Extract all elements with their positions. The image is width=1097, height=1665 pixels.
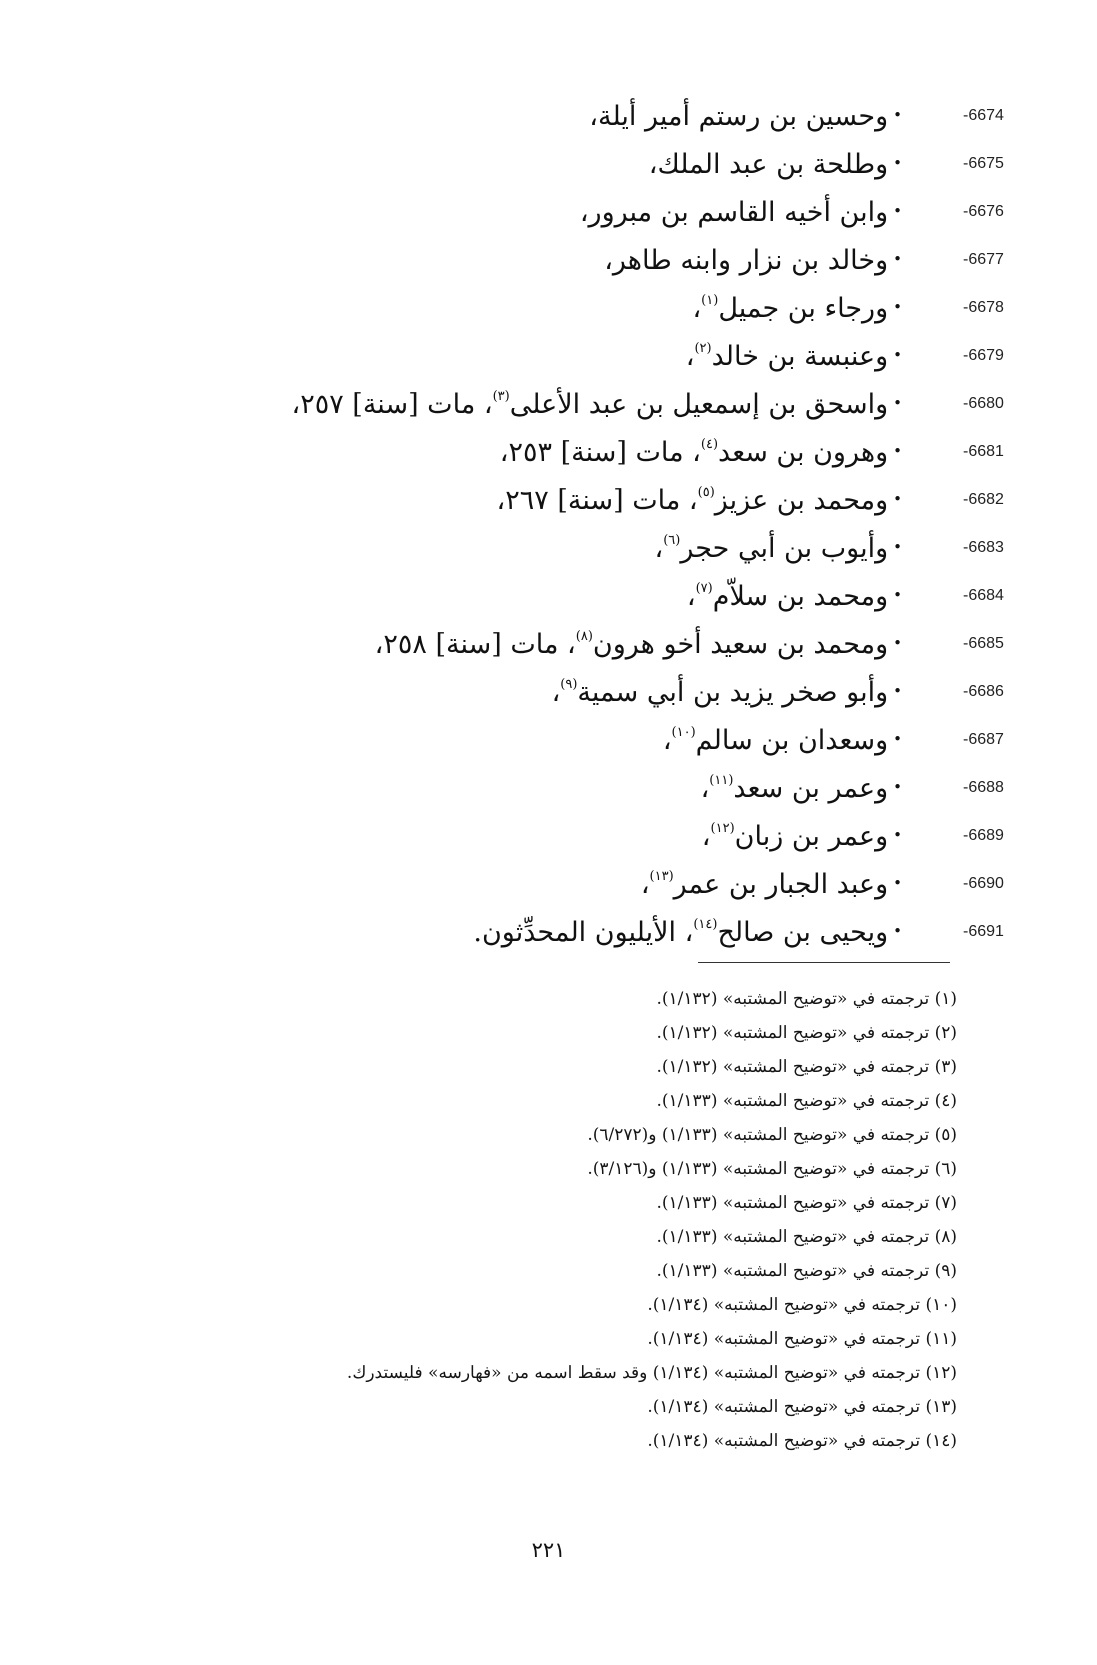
footnote-reference: (١١) (709, 773, 734, 788)
bullet-icon: • (893, 730, 902, 748)
entry-text-segment: ، مات [سنة] ٢٥٨، (374, 629, 576, 660)
entry-text (604, 237, 902, 283)
entry-row (0, 573, 1097, 621)
entry-text (291, 381, 902, 427)
entry-number: -6686 (963, 683, 1004, 700)
entry-number: -6681 (963, 443, 1004, 460)
footnote-reference: (١٤) (693, 917, 718, 932)
entry-row (0, 333, 1097, 381)
entry-text (686, 333, 902, 379)
entry-text-segment: ورجاء بن جميل (718, 293, 889, 324)
entry-number: -6690 (963, 875, 1004, 892)
entry-number: -6676 (963, 203, 1004, 220)
entry-text (552, 669, 902, 715)
entry-row (0, 525, 1097, 573)
entry-text-segment: وأيوب بن أبي حجر (680, 533, 889, 564)
footnote: (٩) ترجمته في «توضيح المشتبه» (١/١٣٣). (656, 1261, 957, 1281)
entry-text (375, 621, 902, 667)
footnote: (٢) ترجمته في «توضيح المشتبه» (١/١٣٢). (656, 1023, 957, 1043)
footnote-reference: (٧) (695, 581, 713, 596)
entry-text-segment: وعمر بن زبان (734, 821, 889, 852)
footnote-reference: (٦) (663, 533, 681, 548)
entry-text-segment: وعمر بن سعد (733, 773, 889, 804)
footnote-reference: (١٣) (649, 869, 674, 884)
entry-list (0, 93, 1097, 957)
entry-text-segment: وحسين بن رستم أمير أيلة، (589, 101, 889, 132)
entry-number: -6682 (963, 491, 1004, 508)
bullet-icon: • (893, 682, 902, 700)
footnote: (١٤) ترجمته في «توضيح المشتبه» (١/١٣٤). (647, 1431, 957, 1451)
footnote: (١٢) ترجمته في «توضيح المشتبه» (١/١٣٤) وقد سقط اسمه من «فهارسه» فليستدرك. (346, 1363, 957, 1383)
footnote-reference: (٣) (492, 389, 510, 404)
entry-number: -6684 (963, 587, 1004, 604)
bullet-icon: • (893, 250, 902, 268)
bullet-icon: • (893, 922, 902, 940)
footnote: (٨) ترجمته في «توضيح المشتبه» (١/١٣٣). (656, 1227, 957, 1247)
entry-text (641, 861, 902, 907)
entry-text (663, 717, 902, 763)
entry-text-segment: واسحق بن إسمعيل بن عبد الأعلى (509, 389, 889, 420)
entry-row (0, 861, 1097, 909)
bullet-icon: • (893, 202, 902, 220)
entry-text (589, 93, 902, 139)
bullet-icon: • (893, 298, 902, 316)
bullet-icon: • (893, 490, 902, 508)
entry-text (692, 285, 902, 331)
entry-text-segment: ، مات [سنة] ٢٥٧، (291, 389, 493, 420)
entry-text (702, 813, 902, 859)
entry-row (0, 141, 1097, 189)
entry-text-segment: وعبد الجبار بن عمر (673, 869, 889, 900)
footnote: (١٠) ترجمته في «توضيح المشتبه» (١/١٣٤). (647, 1295, 957, 1315)
entry-number: -6683 (963, 539, 1004, 556)
entry-text-segment: ، (685, 341, 695, 372)
entry-text-segment: ، (692, 293, 702, 324)
entry-text-segment: ، مات [سنة] ٢٥٣، (499, 437, 701, 468)
entry-text (580, 189, 902, 235)
bullet-icon: • (893, 826, 902, 844)
entry-row (0, 285, 1097, 333)
bullet-icon: • (893, 874, 902, 892)
bullet-icon: • (893, 586, 902, 604)
footnote-separator (698, 962, 950, 963)
footnote-list (0, 982, 1097, 1458)
footnote-reference: (١٢) (710, 821, 735, 836)
entry-text (655, 525, 903, 571)
entry-text-segment: ، (700, 773, 710, 804)
entry-text (687, 573, 902, 619)
entry-text-segment: ، (701, 821, 711, 852)
entry-number: -6679 (963, 347, 1004, 364)
entry-row (0, 717, 1097, 765)
entry-text (497, 477, 903, 523)
entry-text (649, 141, 902, 187)
bullet-icon: • (893, 106, 902, 124)
entry-row (0, 381, 1097, 429)
entry-text-segment: وسعدان بن سالم (695, 725, 889, 756)
entry-number: -6678 (963, 299, 1004, 316)
entry-text (701, 765, 902, 811)
entry-text-segment: ، مات [سنة] ٢٦٧، (496, 485, 698, 516)
entry-text-segment: وابن أخيه القاسم بن مبرور، (579, 197, 889, 228)
entry-text-segment: وأبو صخر يزيد بن أبي سمية (577, 677, 889, 708)
entry-text-segment: ، (640, 869, 650, 900)
footnote: (٦) ترجمته في «توضيح المشتبه» (١/١٣٣) و(٣/١٢٦). (587, 1159, 957, 1179)
entry-text-segment: ومحمد بن عزيز (714, 485, 889, 516)
footnote: (٤) ترجمته في «توضيح المشتبه» (١/١٣٣). (656, 1091, 957, 1111)
footnote-reference: (٨) (575, 629, 593, 644)
entry-row (0, 189, 1097, 237)
entry-row (0, 477, 1097, 525)
entry-text-segment: وطلحة بن عبد الملك، (648, 149, 889, 180)
page-number: ٢٢١ (531, 1538, 566, 1562)
footnote-reference: (٢) (694, 341, 712, 356)
footnote: (١٣) ترجمته في «توضيح المشتبه» (١/١٣٤). (647, 1397, 957, 1417)
entry-text-segment: ويحيى بن صالح (717, 917, 889, 948)
footnote-reference: (١) (701, 293, 719, 308)
entry-row (0, 813, 1097, 861)
footnote: (٥) ترجمته في «توضيح المشتبه» (١/١٣٣) و(٦/٢٧٢). (587, 1125, 957, 1145)
entry-row (0, 429, 1097, 477)
footnote-reference: (١٠) (671, 725, 696, 740)
bullet-icon: • (893, 394, 902, 412)
entry-row (0, 765, 1097, 813)
entry-text-segment: ، (662, 725, 672, 756)
entry-row (0, 909, 1097, 957)
footnote: (٧) ترجمته في «توضيح المشتبه» (١/١٣٣). (656, 1193, 957, 1213)
entry-number: -6675 (963, 155, 1004, 172)
bullet-icon: • (893, 634, 902, 652)
entry-number: -6689 (963, 827, 1004, 844)
bullet-icon: • (893, 538, 902, 556)
entry-row (0, 669, 1097, 717)
entry-number: -6688 (963, 779, 1004, 796)
bullet-icon: • (893, 778, 902, 796)
entry-row (0, 237, 1097, 285)
entry-text-segment: ، (654, 533, 664, 564)
entry-text (500, 429, 902, 475)
entry-text-segment: ، (551, 677, 561, 708)
entry-text-segment: ومحمد بن سعيد أخو هرون (592, 629, 889, 660)
entry-text-segment: ، (686, 581, 696, 612)
entry-number: -6674 (963, 107, 1004, 124)
entry-text (473, 909, 902, 955)
bullet-icon: • (893, 346, 902, 364)
bullet-icon: • (893, 154, 902, 172)
entry-text-segment: وعنبسة بن خالد (711, 341, 889, 372)
footnote: (١١) ترجمته في «توضيح المشتبه» (١/١٣٤). (647, 1329, 957, 1349)
entry-text-segment: ، الأيليون المحدِّثون. (473, 917, 694, 948)
footnote-reference: (٤) (700, 437, 719, 452)
entry-row (0, 93, 1097, 141)
entry-number: -6691 (963, 923, 1004, 940)
entry-text-segment: وخالد بن نزار وابنه طاهر، (604, 245, 889, 276)
entry-number: -6680 (963, 395, 1004, 412)
entry-number: -6677 (963, 251, 1004, 268)
bullet-icon: • (893, 442, 902, 460)
footnote-reference: (٥) (697, 485, 715, 500)
footnote: (٣) ترجمته في «توضيح المشتبه» (١/١٣٢). (656, 1057, 957, 1077)
footnote-reference: (٩) (560, 677, 578, 692)
entry-text-segment: وهرون بن سعد (718, 437, 889, 468)
entry-row (0, 621, 1097, 669)
entry-text-segment: ومحمد بن سلاّم (712, 581, 889, 612)
footnote: (١) ترجمته في «توضيح المشتبه» (١/١٣٢). (656, 989, 957, 1009)
entry-number: -6685 (963, 635, 1004, 652)
entry-number: -6687 (963, 731, 1004, 748)
